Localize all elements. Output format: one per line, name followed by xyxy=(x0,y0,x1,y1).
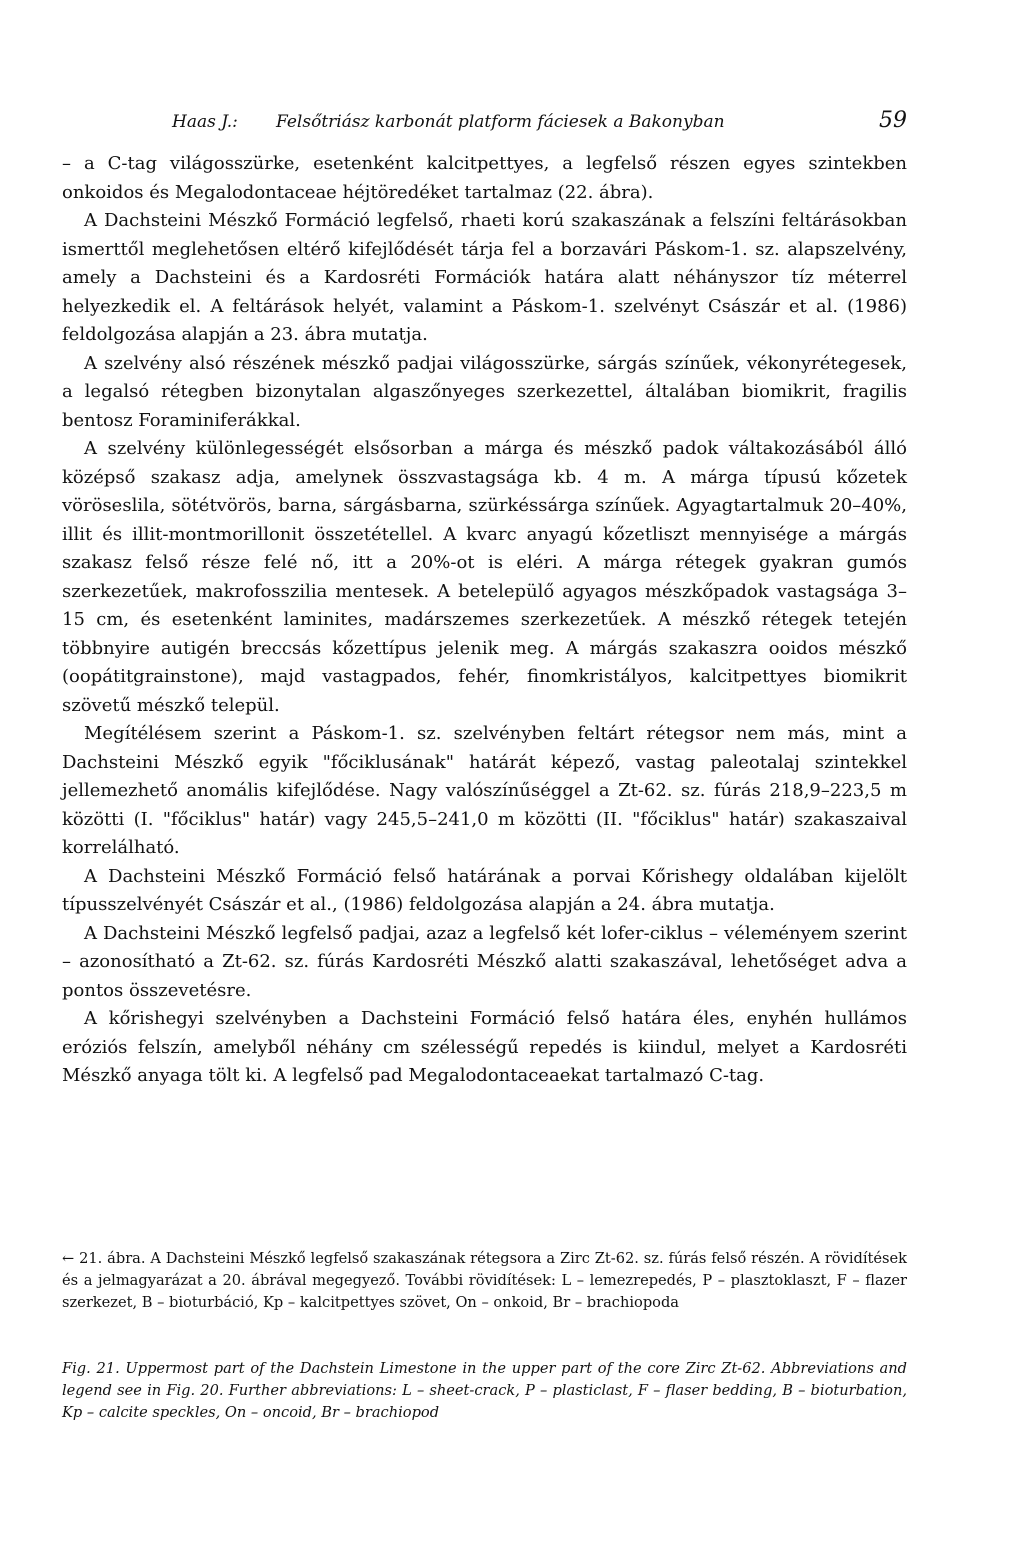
paragraph-4: A szelvény különlegességét elsősorban a márga és mészkő padok váltakozásából álló középső szakasz adja, amelynek összvastagsága kb. 4 m. A márga típusú kőzetek vöröseslila, sötétvörös, barna, sárgásbarna, szürkéssárga színűek. Agyagtartalmuk 20–40%, illit és illit-montmorillonit összetétellel. A kvarc anyagú kőzetliszt mennyisége a márgás szakasz felső része felé nő, itt a 20%-ot is eléri. A márga rétegek gyakran gumós szerkezetűek, makrofosszilia mentesek. A betelepülő agyagos mészkőpadok vastagsága 3–15 cm, és esetenként laminites, madárszemes szerkezetűek. A mészkő rétegek tetején többnyire autigén breccsás kőzettípus jelenik meg. A márgás szakaszra ooidos mészkő (oopátitgrainstone), majd vastagpados, fehér, finomkristályos, kalcitpettyes biomikrit szövetű mészkő települ. xyxy=(62,438,907,716)
paragraph-8: A kőrishegyi szelvényben a Dachsteini Formáció felső határa éles, enyhén hullámos eróziós felszín, amelyből néhány cm szélességű repedés is kiindul, melyet a Kardosréti Mészkő anyaga tölt ki. A legfelső pad Megalodontaceaekat tartalmazó C-tag. xyxy=(62,1008,907,1086)
paragraph-1: – a C-tag világosszürke, esetenként kalcitpettyes, a legfelső részen egyes szintekben onkoidos és Megalodontaceae héjtöredéket tartalmaz (22. ábra). xyxy=(62,153,907,203)
page-number: 59 xyxy=(879,108,907,133)
paragraph-5: Megítélésem szerint a Páskom-1. sz. szelvényben feltárt rétegsor nem más, mint a Dachsteini Mészkő egyik "főciklusának" határát képező, vastag paleotalaj szintekkel jellemezhető anomális kifejlődése. Nagy valószínűséggel a Zt-62. sz. fúrás 218,9–223,5 m közötti (I. "főciklus" határ) vagy 245,5–241,0 m közötti (II. "főciklus" határ) szakaszaival korrelálható. xyxy=(62,723,907,858)
header-title: Felsőtriász karbonát platform fáciesek a Bakonyban xyxy=(276,112,725,132)
header-author: Haas J.: xyxy=(172,112,238,132)
paragraph-7: A Dachsteini Mészkő legfelső padjai, azaz a legfelső két lofer-ciklus – véleményem szerint – azonosítható a Zt-62. sz. fúrás Kardosréti Mészkő alatti szakaszával, lehetőséget adva a pontos összevetésre. xyxy=(62,922,907,1001)
running-header xyxy=(172,108,907,138)
body-text xyxy=(62,150,907,1091)
figure-caption-hungarian: ← 21. ábra. A Dachsteini Mészkő legfelső szakaszának rétegsora a Zirc Zt-62. sz. fúrás felső részén. A rövidítések és a jelmagyarázat a 20. ábrával megegyező. További rövidítések: L – lemezrepedés, P – plasztoklaszt, F – flazer szerkezet, B – bioturbáció, Kp – kalcitpettyes szövet, On – onkoid, Br – brachiopoda xyxy=(62,1250,907,1311)
paragraph-2: A Dachsteini Mészkő Formáció legfelső, rhaeti korú szakaszának a felszíni feltárásokban ismerttől meglehetősen eltérő kifejlődését tárja fel a borzavári Páskom-1. sz. alapszelvény, amely a Dachsteini és a Kardosréti Formációk határa alatt néhányszor tíz méterrel helyezkedik el. A feltárások helyét, valamint a Páskom-1. szelvényt Császár et al. (1986) feldolgozása alapján a 23. ábra mutatja. xyxy=(62,210,907,345)
figure-caption-english: Fig. 21. Uppermost part of the Dachstein Limestone in the upper part of the core Zirc Zt-62. Abbreviations and legend see in Fig. 20. Further abbreviations: L – sheet-crack, P – plasticlast, F – flaser bedding, B – bioturbation, Kp – calcite speckles, On – oncoid, Br – brachiopod xyxy=(62,1360,907,1421)
paragraph-3: A szelvény alsó részének mészkő padjai világosszürke, sárgás színűek, vékonyrétegesek, a legalsó rétegben bizonytalan algaszőnyeges szerkezettel, általában biomikrit, fragilis bentosz Foraminiferákkal. xyxy=(62,352,907,431)
paragraph-6: A Dachsteini Mészkő Formáció felső határának a porvai Kőrishegy oldalában kijelölt típusszelvényét Császár et al., (1986) feldolgozása alapján a 24. ábra mutatja. xyxy=(62,865,907,915)
